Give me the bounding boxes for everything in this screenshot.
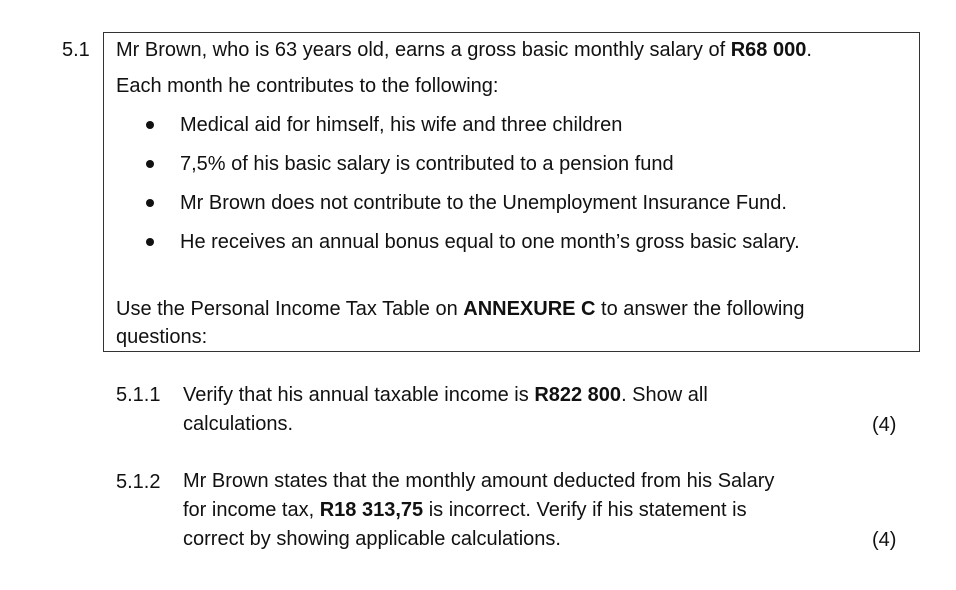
subquestion-line: correct by showing applicable calculations. xyxy=(183,528,561,550)
instruction-line-1: Use the Personal Income Tax Table on ANNEXURE C to answer the following xyxy=(116,298,805,320)
subquestion-line: calculations. xyxy=(183,413,294,435)
subquestion-5-1-1-text xyxy=(183,381,708,439)
taxable-income-value: R822 800 xyxy=(534,384,622,406)
bullet-dot xyxy=(146,238,154,246)
subquestion-line: Verify that his annual taxable income is R822 800. Show all xyxy=(183,384,708,406)
bullet-item-medical-aid: Medical aid for himself, his wife and three children xyxy=(180,114,623,136)
subquestion-line: Mr Brown states that the monthly amount deducted from his Salary xyxy=(183,470,775,492)
bullet-item-uif: Mr Brown does not contribute to the Unemployment Insurance Fund. xyxy=(180,192,787,214)
subquestion-number: 5.1.2 xyxy=(116,471,161,493)
subquestion-line: for income tax, R18 313,75 is incorrect. Verify if his statement is xyxy=(183,499,747,521)
subquestion-number: 5.1.1 xyxy=(116,384,161,406)
question-number: 5.1 xyxy=(62,39,90,61)
annexure-reference: ANNEXURE C xyxy=(463,298,596,320)
instruction-line-2: questions: xyxy=(116,326,208,348)
bullet-item-bonus: He receives an annual bonus equal to one month’s gross basic salary. xyxy=(180,231,800,253)
bullet-item-pension-fund: 7,5% of his basic salary is contributed to a pension fund xyxy=(180,153,674,175)
bullet-dot xyxy=(146,121,154,129)
intro-line-1: Mr Brown, who is 63 years old, earns a gross basic monthly salary of R68 000. xyxy=(116,39,812,61)
bullet-dot xyxy=(146,199,154,207)
intro-line-2: Each month he contributes to the following: xyxy=(116,75,499,97)
income-tax-value: R18 313,75 xyxy=(319,499,424,521)
gross-salary-value: R68 000 xyxy=(730,39,807,61)
marks-allocation: (4) xyxy=(872,529,897,551)
bullet-dot xyxy=(146,160,154,168)
marks-allocation: (4) xyxy=(872,414,897,436)
subquestion-5-1-2-text xyxy=(183,467,774,554)
